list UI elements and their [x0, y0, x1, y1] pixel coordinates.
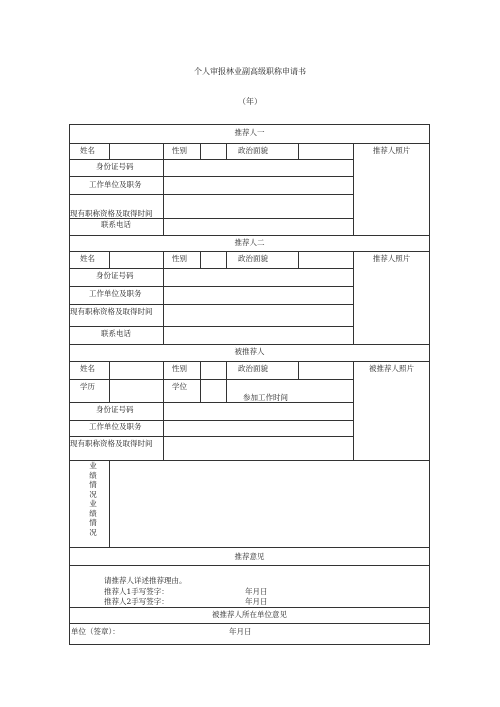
rec1-title-time-value[interactable]	[164, 195, 352, 217]
nominee-title-time-value[interactable]	[164, 437, 352, 459]
nominee-id-value[interactable]	[164, 403, 352, 419]
document-year: （年）	[238, 97, 262, 106]
nominee-title-time-label: 现有职称资格及取得时间	[70, 439, 153, 448]
nominee-id-label: 身份证号码	[96, 405, 134, 414]
nominee-work-start-label: 参加工作时间	[243, 393, 288, 402]
nominee-political-value[interactable]	[299, 362, 352, 378]
opinion-instruction: 请推荐人详述推荐理由。	[104, 576, 187, 585]
rec2-name-value[interactable]	[110, 252, 162, 267]
rec1-phone-label: 联系电话	[101, 220, 131, 229]
rec1-photo-slot[interactable]	[354, 158, 429, 234]
unit-seal-label: 单位（签章）：	[71, 627, 120, 636]
performance-content[interactable]	[110, 461, 428, 546]
rec2-photo-label: 推荐人照片	[372, 254, 411, 263]
rec2-title-time-value[interactable]	[164, 305, 352, 325]
unit-date: 年月日	[229, 627, 252, 636]
rec2-gender-value[interactable]	[201, 252, 225, 267]
rec1-photo-label: 推荐人照片	[372, 146, 411, 155]
opinion-header: 推荐意见	[234, 552, 265, 561]
nominee-photo-label: 被推荐人照片	[369, 364, 414, 373]
rec1-header: 推荐人一	[234, 128, 265, 137]
opinion-sig1-label: 推荐人1手写签字：	[104, 587, 169, 596]
rec2-political-value[interactable]	[299, 252, 352, 267]
nominee-name-label: 姓名	[80, 364, 95, 373]
rec2-phone-value[interactable]	[164, 327, 352, 343]
opinion-date1: 年月日	[245, 587, 268, 596]
nominee-gender-label: 性别	[172, 364, 187, 373]
rec1-name-value[interactable]	[110, 144, 162, 158]
unit-content[interactable]	[70, 624, 428, 643]
rec1-name-label: 姓名	[80, 146, 95, 155]
rec2-header: 推荐人二	[234, 238, 265, 247]
rec1-political-label: 政治面貌	[238, 146, 268, 155]
rec1-political-value[interactable]	[299, 144, 352, 158]
opinion-date2: 年月日	[245, 597, 268, 606]
rec1-gender-label: 性别	[172, 146, 187, 155]
rec2-id-value[interactable]	[164, 269, 352, 285]
rec1-id-value[interactable]	[164, 160, 352, 175]
rec1-gender-value[interactable]	[201, 144, 225, 158]
unit-header: 被推荐人所在单位意见	[212, 610, 287, 619]
nominee-education-value[interactable]	[110, 380, 162, 401]
nominee-degree-value[interactable]	[201, 380, 225, 401]
nominee-work-value[interactable]	[164, 421, 352, 435]
rec2-phone-label: 联系电话	[101, 329, 131, 338]
rec2-political-label: 政治面貌	[238, 254, 268, 263]
rec1-phone-value[interactable]	[164, 219, 352, 234]
nominee-gender-value[interactable]	[201, 362, 225, 378]
rec1-work-label: 工作单位及职务	[89, 180, 142, 189]
rec1-work-value[interactable]	[164, 177, 352, 193]
rec1-title-time-label: 现有职称资格及取得时间	[70, 209, 153, 218]
rec2-id-label: 身份证号码	[96, 271, 134, 280]
rec2-gender-label: 性别	[172, 254, 187, 263]
rec2-title-time-label: 现有职称资格及取得时间	[70, 307, 153, 316]
rec2-photo-slot[interactable]	[354, 267, 429, 343]
nominee-political-label: 政治面貌	[238, 364, 268, 373]
nominee-photo-slot[interactable]	[354, 376, 429, 459]
nominee-name-value[interactable]	[110, 362, 162, 378]
nominee-education-label: 学历	[80, 382, 95, 391]
rec2-name-label: 姓名	[80, 254, 95, 263]
document-title: 个人审报林业副高级职称申请书	[194, 67, 306, 76]
nominee-degree-label: 学位	[172, 382, 187, 391]
rec1-id-label: 身份证号码	[96, 162, 134, 171]
nominee-work-label: 工作单位及职务	[89, 422, 142, 431]
rec2-work-label: 工作单位及职务	[89, 289, 142, 298]
opinion-sig2-label: 推荐人2手写签字：	[104, 597, 169, 606]
rec2-work-value[interactable]	[164, 287, 352, 303]
performance-label: 业绩情况业绩情况	[89, 461, 97, 537]
nominee-header: 被推荐人	[234, 347, 265, 356]
